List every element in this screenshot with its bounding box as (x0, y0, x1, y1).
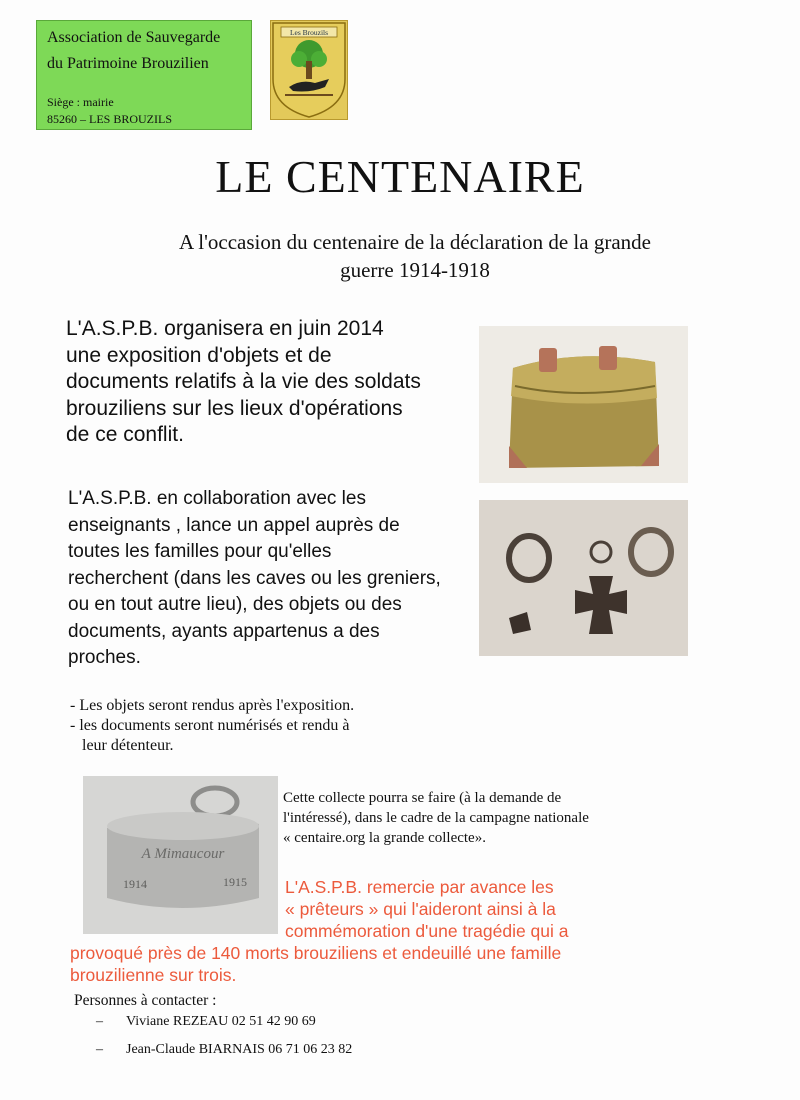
locket-year-right: 1915 (223, 875, 247, 889)
svg-text:Les Brouzils: Les Brouzils (289, 28, 329, 37)
paragraph-line: ou en tout autre lieu), des objets ou des (68, 594, 402, 615)
association-name-line1: Association de Sauvegarde (47, 29, 221, 46)
thanks-line: commémoration d'une tragédie qui a (285, 921, 569, 941)
photo-brass-case (479, 326, 688, 483)
paragraph-line: L'A.S.P.B. en collaboration avec les (68, 488, 366, 509)
exhibition-paragraph (66, 316, 466, 449)
contact-text: Viviane REZEAU 02 51 42 90 69 (126, 1014, 316, 1029)
contact-text: Jean-Claude BIARNAIS 06 71 06 23 82 (126, 1042, 353, 1057)
locket-year-left: 1914 (123, 877, 147, 891)
photo-rings-and-war-cross (479, 500, 688, 656)
contact-item (96, 1014, 316, 1030)
thanks-line: L'A.S.P.B. remercie par avance les (285, 877, 554, 897)
photo-engraved-locket (83, 776, 278, 934)
association-header (36, 20, 252, 130)
collection-paragraph (283, 788, 753, 848)
contact-item (96, 1042, 352, 1058)
collect-line: l'intéressé), dans le cadre de la campagne nationale (283, 810, 589, 826)
locket-engraving-name: A Mimaucour (141, 846, 225, 862)
association-seat: Siège : mairie (47, 95, 114, 109)
paragraph-line: enseignants , lance un appel auprès de (68, 514, 400, 536)
paragraph-line: une exposition d'objets et de (66, 343, 332, 367)
paragraph-line: documents relatifs à la vie des soldats (66, 370, 421, 393)
paragraph-line: proches. (68, 647, 141, 668)
thanks-line: « prêteurs » qui l'aideront ainsi à la (285, 899, 556, 919)
paragraph-line: documents, ayants appartenus a des (68, 620, 380, 642)
paragraph-line: brouziliens sur les lieux d'opérations (66, 396, 403, 420)
note-line: - Les objets seront rendus après l'exposition. (70, 697, 355, 714)
association-address: 85260 – LES BROUZILS (47, 112, 173, 126)
note-line: - les documents seront numérisés et rendu à (70, 717, 350, 734)
page-title: LE CENTENAIRE (215, 151, 585, 202)
note-line: leur détenteur. (82, 737, 174, 754)
contact-dash: – (96, 1042, 103, 1057)
subtitle-line1: A l'occasion du centenaire de la déclaration de la grande (179, 230, 651, 254)
collect-line: Cette collecte pourra se faire (à la demande de (283, 790, 562, 806)
coat-of-arms-logo (270, 20, 348, 120)
thanks-paragraph-continued (70, 942, 770, 986)
contacts-heading: Personnes à contacter : (74, 992, 217, 1009)
thanks-paragraph (285, 876, 735, 942)
paragraph-line: recherchent (dans les caves ou les greniers, (68, 567, 441, 589)
paragraph-line: toutes les familles pour qu'elles (68, 541, 332, 562)
paragraph-line: de ce conflit. (66, 423, 184, 446)
appeal-paragraph (68, 486, 488, 672)
subtitle (120, 228, 710, 284)
return-notes (70, 696, 470, 756)
thanks-line: provoqué près de 140 morts brouziliens et endeuillé une famille (70, 943, 562, 963)
contact-dash: – (96, 1014, 103, 1029)
thanks-line: brouzilienne sur trois. (70, 965, 237, 985)
collect-line: « centaire.org la grande collecte». (283, 830, 486, 846)
subtitle-line2: guerre 1914-1918 (340, 258, 490, 282)
paragraph-line: L'A.S.P.B. organisera en juin 2014 (66, 317, 384, 340)
association-name-line2: du Patrimoine Brouzilien (47, 55, 209, 72)
